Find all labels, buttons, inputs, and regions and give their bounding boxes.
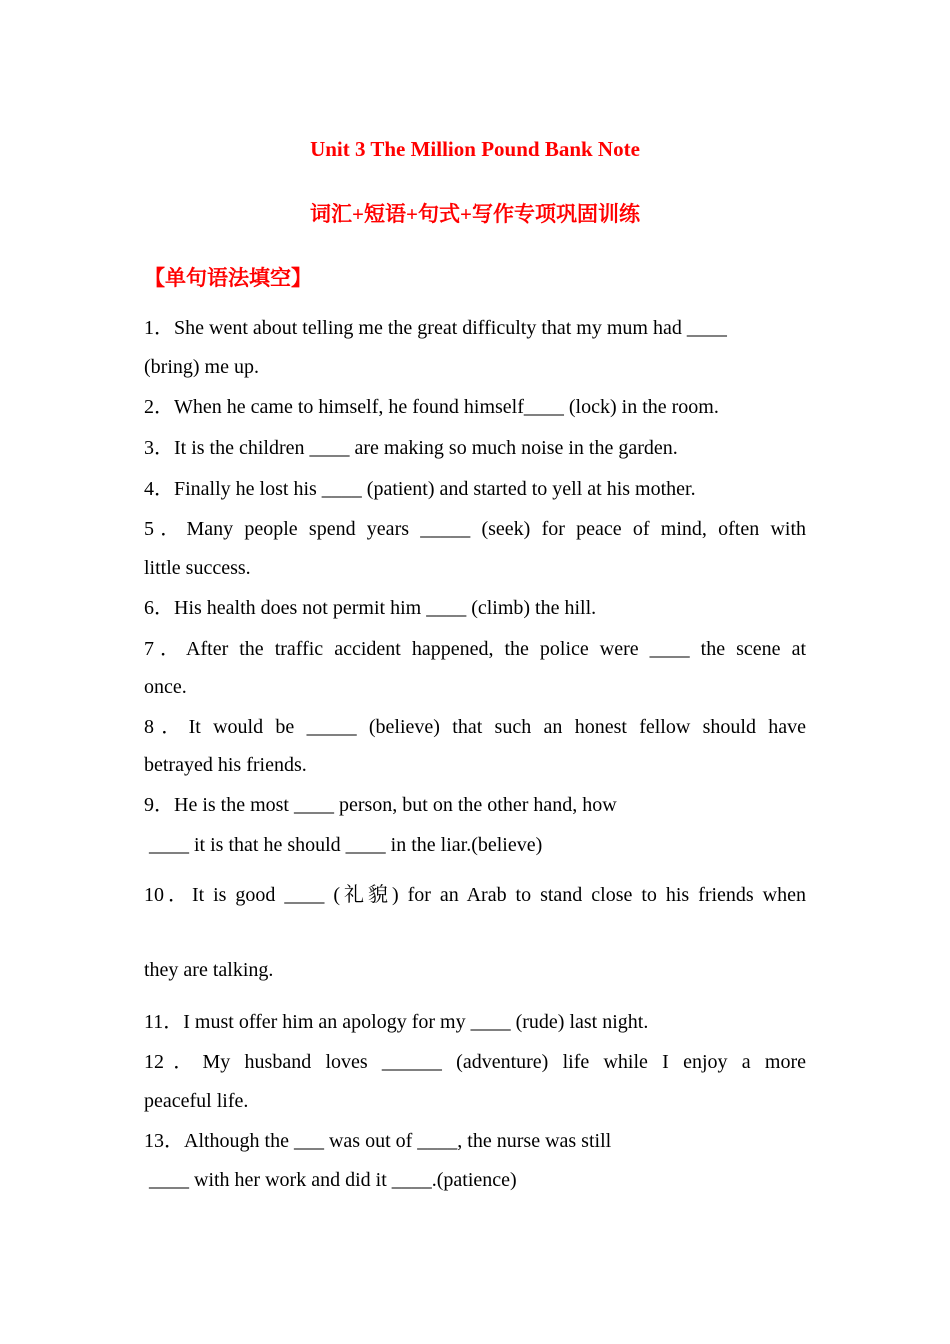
exercise-line: 10．It is good ____ (礼貌) for an Arab to stand close to his friends when bbox=[144, 884, 806, 906]
section-heading: 【单句语法填空】 bbox=[144, 266, 312, 290]
exercise-line: (bring) me up. bbox=[144, 356, 259, 378]
exercise-line: ____ with her work and did it ____.(patience) bbox=[149, 1169, 517, 1191]
exercise-line: peaceful life. bbox=[144, 1090, 249, 1112]
exercise-line: ____ it is that he should ____ in the liar.(believe) bbox=[149, 834, 543, 856]
exercise-line: 12．My husband loves ______ (adventure) life while I enjoy a more bbox=[144, 1051, 806, 1073]
exercise-line: betrayed his friends. bbox=[144, 754, 307, 776]
exercise-line: 4．Finally he lost his ____ (patient) and started to yell at his mother. bbox=[144, 478, 696, 500]
exercise-line: 11．I must offer him an apology for my ____ (rude) last night. bbox=[144, 1011, 649, 1033]
exercise-line: 2．When he came to himself, he found himself____ (lock) in the room. bbox=[144, 396, 719, 418]
document-subtitle: 词汇+短语+句式+写作专项巩固训练 bbox=[310, 202, 640, 226]
exercise-line: little success. bbox=[144, 557, 251, 579]
exercise-line: 8．It would be _____ (believe) that such an honest fellow should have bbox=[144, 716, 806, 738]
exercise-line: 7．After the traffic accident happened, the police were ____ the scene at bbox=[144, 638, 806, 660]
exercise-line: they are talking. bbox=[144, 959, 274, 981]
exercise-line: 6．His health does not permit him ____ (climb) the hill. bbox=[144, 597, 597, 619]
exercise-line: 3．It is the children ____ are making so much noise in the garden. bbox=[144, 437, 678, 459]
exercise-line: once. bbox=[144, 676, 187, 698]
document-title: Unit 3 The Million Pound Bank Note bbox=[310, 137, 640, 161]
exercise-line: 1．She went about telling me the great difficulty that my mum had ____ bbox=[144, 317, 727, 339]
exercise-line: 5．Many people spend years _____ (seek) for peace of mind, often with bbox=[144, 518, 806, 540]
exercise-line: 9．He is the most ____ person, but on the other hand, how bbox=[144, 794, 617, 816]
exercise-line: 13．Although the ___ was out of ____, the nurse was still bbox=[144, 1130, 612, 1152]
